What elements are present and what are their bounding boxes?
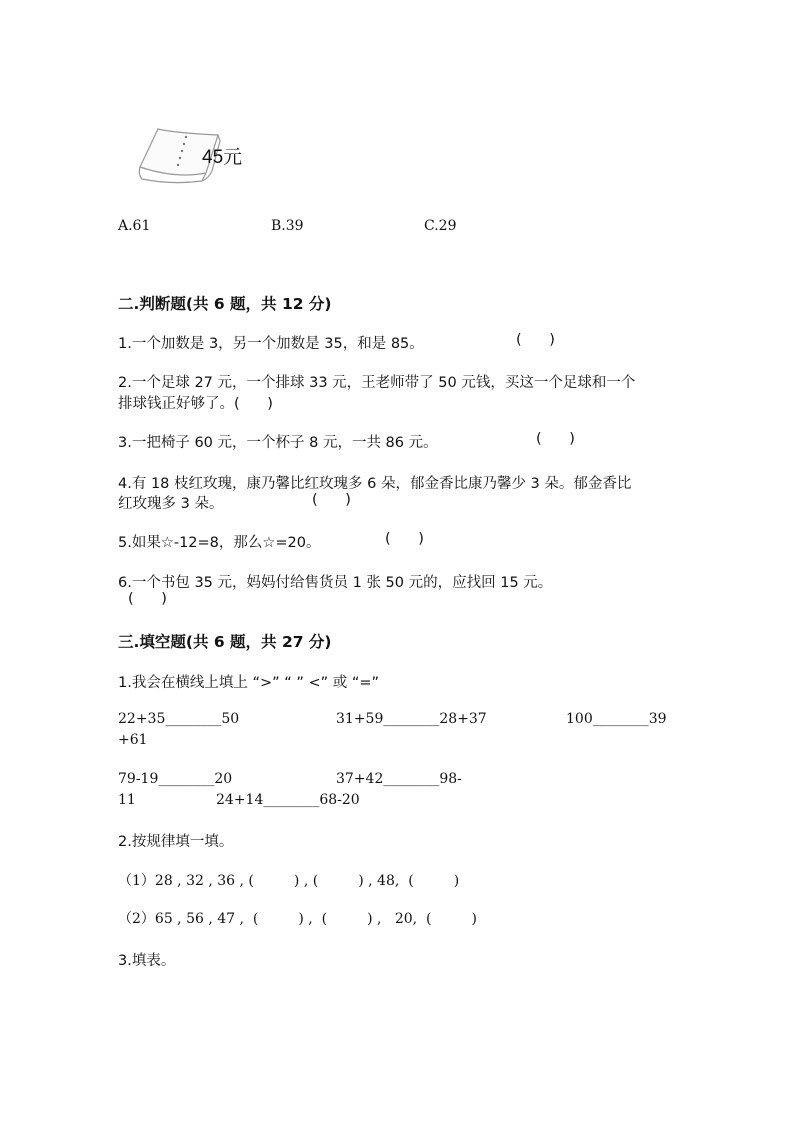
- sequence-2: （2）65 , 56 , 47 , ( ) , ( ) , 20, ( ): [118, 911, 477, 927]
- sequence-1: （1）28 , 32 , 36 , ( ) , ( ) , 48, ( ): [118, 873, 460, 889]
- s2-q1-answer-paren: ( ): [516, 332, 555, 348]
- s3-q2-prompt: 2.按规律填一填。: [118, 834, 234, 850]
- choice-c: C.29: [424, 218, 457, 234]
- s2-q5-answer-paren: ( ): [385, 531, 424, 547]
- section2-title: 二.判断题(共 6 题，共 12 分): [118, 295, 332, 313]
- compare-1c: 100________39: [566, 711, 667, 727]
- s2-q6-line1: 6.一个书包 35 元，妈妈付给售货员 1 张 50 元的，应找回 15 元。: [118, 575, 553, 591]
- s2-q2-line1: 2.一个足球 27 元，一个排球 33 元，王老师带了 50 元钱，买这一个足球和一个: [118, 375, 636, 391]
- s2-q1-text: 1.一个加数是 3，另一个加数是 35，和是 85。: [118, 336, 424, 352]
- s2-q3-text: 3.一把椅子 60 元，一个杯子 8 元，一共 86 元。: [118, 435, 438, 451]
- compare-2b: 37+42________98-: [336, 771, 462, 787]
- s3-q3-prompt: 3.填表。: [118, 953, 176, 969]
- s2-q4-answer-paren: ( ): [312, 492, 351, 508]
- compare-1a: 22+35________50: [118, 711, 240, 727]
- s2-q3-answer-paren: ( ): [536, 431, 575, 447]
- s2-q4-line2: 红玫瑰多 3 朵。: [118, 496, 224, 512]
- price-label: 45元: [202, 147, 243, 168]
- choice-b: B.39: [271, 218, 304, 234]
- compare-2b-wrap: 11: [118, 792, 136, 808]
- s2-q6-answer-paren: ( ): [128, 591, 167, 607]
- section3-title: 三.填空题(共 6 题，共 27 分): [118, 633, 332, 651]
- choice-a: A.61: [118, 218, 151, 234]
- compare-1c-wrap: +61: [118, 732, 148, 748]
- s2-q4-line1: 4.有 18 枝红玫瑰，康乃馨比红玫瑰多 6 朵，郁金香比康乃馨少 3 朵。郁金香比: [118, 476, 632, 492]
- s2-q5-text: 5.如果☆-12=8，那么☆=20。: [118, 535, 321, 551]
- compare-2a: 79-19________20: [118, 771, 233, 787]
- s2-q2-line2: 排球钱正好够了。( ): [118, 396, 273, 412]
- compare-2c: 24+14________68-20: [216, 792, 360, 808]
- compare-1b: 31+59________28+37: [336, 711, 487, 727]
- s3-q1-prompt: 1.我会在横线上填上 “>” “ ” <” 或 “=”: [118, 675, 380, 691]
